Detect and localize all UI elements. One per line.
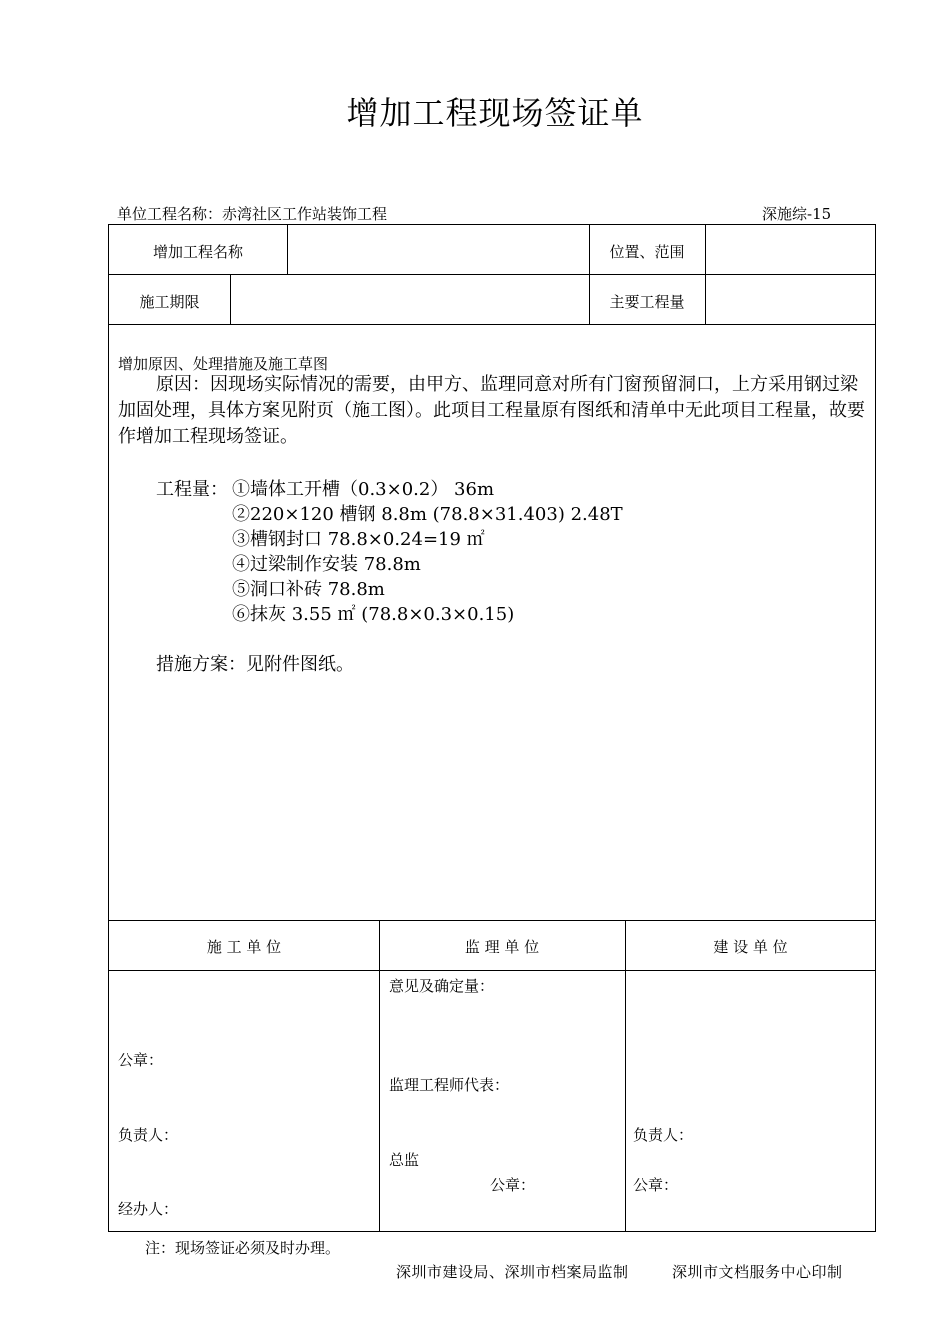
col-divider [379,920,380,1231]
section-title: 增加原因、处理措施及施工草图 [118,355,329,373]
period-label: 施工期限 [139,293,200,311]
construction-seal-label: 公章： [118,1051,164,1069]
col-divider [625,920,626,1231]
owner-unit-header: 建 设 单 位 [713,938,788,956]
project-name-label: 单位工程名称：赤湾社区工作站装饰工程 [117,205,388,223]
construction-handler-label: 经办人： [118,1200,179,1218]
measures-text: 措施方案：见附件图纸。 [156,654,354,675]
printer-text: 深圳市文档服务中心印制 [672,1263,843,1281]
supervision-engineer-label: 监理工程师代表： [389,1076,510,1094]
main-quantity-label: 主要工程量 [609,293,685,311]
note-text: 注：现场签证必须及时办理。 [145,1239,341,1257]
quantity-item: ⑤洞口补砖 78.8m [232,579,385,600]
addition-name-field[interactable] [296,241,586,261]
owner-seal-label: 公章： [633,1176,679,1194]
location-label: 位置、范围 [609,243,685,261]
col-divider [287,225,288,274]
row-divider [109,920,875,921]
addition-name-label: 增加工程名称 [152,243,243,261]
quantity-label: 工程量： [156,479,228,500]
supervision-unit-header: 监 理 单 位 [464,938,540,956]
supervision-opinion-label: 意见及确定量： [389,977,495,995]
quantity-item: ③槽钢封口 78.8×0.24=19 ㎡ [232,529,485,550]
quantity-item: ②220×120 槽钢 8.8m (78.8×31.403) 2.48T [232,504,623,525]
row-divider [109,324,875,325]
main-quantity-field[interactable] [712,291,872,311]
quantity-item: ①墙体工开槽（0.3×0.2） 36m [232,479,495,500]
form-code: 深施综-15 [762,205,832,223]
quantity-item: ④过梁制作安装 78.8m [232,554,421,575]
page-title: 增加工程现场签证单 [346,94,644,132]
quantity-item: ⑥抹灰 3.55 ㎡ (78.8×0.3×0.15) [232,604,515,625]
location-field[interactable] [712,241,872,261]
owner-responsible-label: 负责人： [633,1126,694,1144]
construction-unit-header: 施 工 单 位 [206,938,282,956]
period-field[interactable] [238,291,583,311]
row-divider [109,970,875,971]
col-divider [705,225,706,324]
col-divider [230,274,231,324]
supervision-seal-label: 公章： [490,1176,536,1194]
chief-supervisor-label: 总监 [389,1151,420,1169]
construction-responsible-label: 负责人： [118,1126,179,1144]
reason-paragraph: 原因：因现场实际情况的需要，由甲方、监理同意对所有门窗预留洞口，上方采用钢过梁加固处理，具体方案见附页（施工图）。此项目工程量原有图纸和清单中无此项目工程量，故要作增加工程现场签证。 [118,374,865,447]
row-divider [109,274,875,275]
issuer-text: 深圳市建设局、深圳市档案局监制 [396,1263,629,1281]
